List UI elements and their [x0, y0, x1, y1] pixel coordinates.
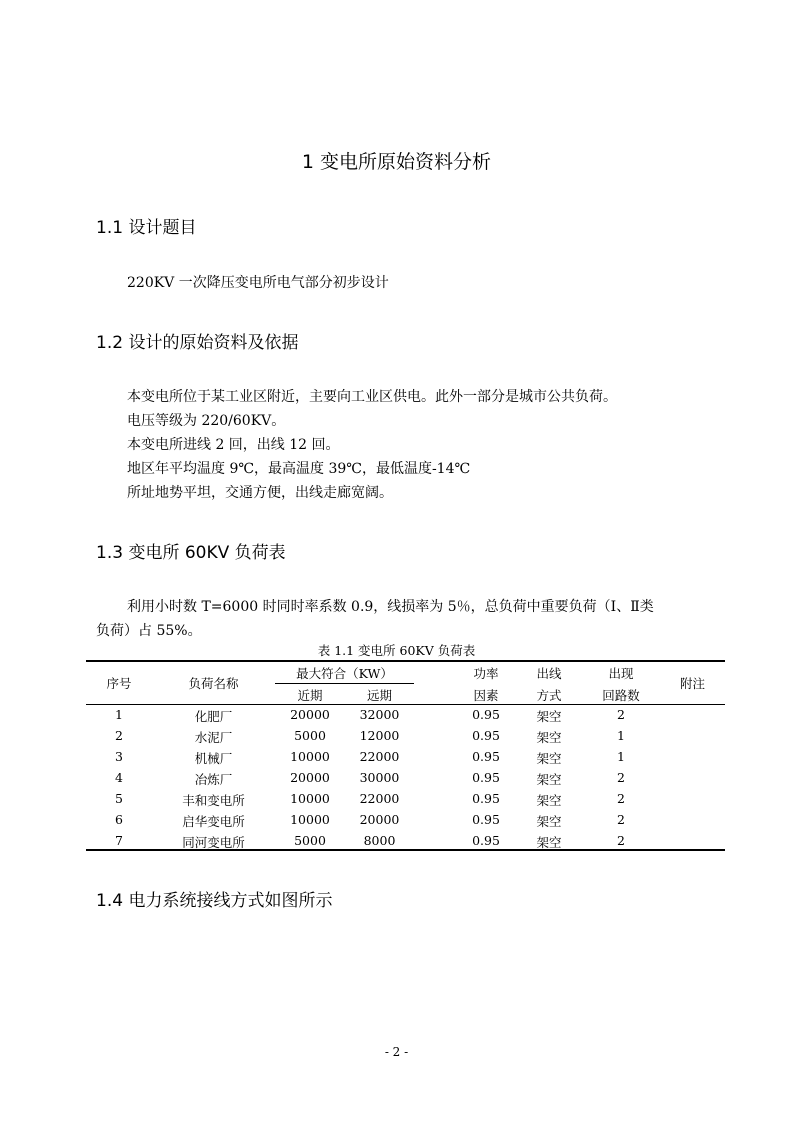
paragraph: 电压等级为 220/60KV。	[127, 413, 286, 429]
cell-pf: 0.95	[472, 728, 500, 743]
section-heading-1-1: 1.1 设计题目	[96, 218, 197, 238]
cell-seq: 2	[115, 728, 123, 743]
cell-circuits: 2	[617, 707, 625, 722]
header-line-1: 出线	[536, 666, 562, 681]
cell-far: 22000	[359, 749, 400, 764]
cell-mode: 架空	[536, 814, 562, 829]
header-line-2: 方式	[536, 688, 562, 703]
cell-seq: 6	[115, 812, 123, 827]
cell-circuits: 2	[617, 833, 625, 848]
cell-name: 启华变电所	[182, 814, 245, 829]
cell-circuits: 1	[617, 749, 625, 764]
cell-far: 32000	[359, 707, 400, 722]
header-circ-1: 出现	[608, 666, 634, 681]
header-far: 远期	[366, 688, 392, 703]
section-heading-1-2: 1.2 设计的原始资料及依据	[96, 333, 299, 353]
cell-near: 20000	[290, 707, 330, 722]
table-header-rule	[86, 704, 725, 705]
cell-mode: 架空	[536, 751, 562, 766]
table-header-subrule	[275, 683, 414, 684]
cell-mode: 架空	[536, 835, 562, 850]
cell-mode: 架空	[536, 709, 562, 724]
cell-pf: 0.95	[472, 791, 500, 806]
cell-name: 机械厂	[194, 751, 233, 766]
table-top-rule	[86, 660, 725, 662]
cell-far: 12000	[359, 728, 400, 743]
paragraph: 利用小时数 T=6000 时同时率系数 0.9，线损率为 5％，总负荷中重要负荷（Ⅰ、Ⅱ类	[127, 599, 654, 615]
paragraph: 所址地势平坦，交通方便，出线走廊宽阔。	[127, 485, 393, 501]
cell-name: 丰和变电所	[182, 793, 245, 808]
cell-seq: 5	[115, 791, 123, 806]
cell-name: 冶炼厂	[194, 772, 233, 787]
cell-circuits: 1	[617, 728, 625, 743]
paragraph: 负荷）占 55%。	[96, 623, 202, 639]
header-near: 近期	[297, 688, 323, 703]
cell-circuits: 2	[617, 791, 625, 806]
cell-mode: 架空	[536, 793, 562, 808]
cell-near: 10000	[290, 812, 330, 827]
cell-pf: 0.95	[472, 749, 500, 764]
header-seq: 序号	[106, 676, 132, 691]
cell-name: 化肥厂	[194, 709, 233, 724]
paragraph: 地区年平均温度 9℃，最高温度 39℃，最低温度-14℃	[127, 461, 471, 477]
cell-near: 10000	[290, 791, 330, 806]
cell-seq: 3	[115, 749, 123, 764]
cell-circuits: 2	[617, 812, 625, 827]
cell-near: 20000	[290, 770, 330, 785]
header-pf-2: 因素	[473, 688, 499, 703]
cell-far: 22000	[359, 791, 400, 806]
cell-pf: 0.95	[472, 707, 500, 722]
header-pf-1: 功率	[473, 666, 499, 681]
table-caption: 表 1.1 变电所 60KV 负荷表	[317, 643, 476, 658]
cell-pf: 0.95	[472, 833, 500, 848]
page-title: 1 变电所原始资料分析	[301, 151, 492, 173]
header-circ-2: 回路数	[602, 688, 640, 703]
page-number: - 2 -	[384, 1045, 409, 1059]
header-max-load: 最大符合（KW）	[296, 666, 393, 681]
cell-near: 5000	[294, 728, 326, 743]
cell-mode: 架空	[536, 730, 562, 745]
cell-seq: 1	[115, 707, 123, 722]
section-heading-1-4: 1.4 电力系统接线方式如图所示	[96, 891, 333, 911]
cell-seq: 4	[115, 770, 123, 785]
cell-pf: 0.95	[472, 770, 500, 785]
paragraph: 本变电所位于某工业区附近，主要向工业区供电。此外一部分是城市公共负荷。	[127, 389, 617, 405]
cell-far: 8000	[363, 833, 396, 848]
cell-mode: 架空	[536, 772, 562, 787]
cell-circuits: 2	[617, 770, 625, 785]
cell-name: 同河变电所	[182, 835, 245, 850]
cell-pf: 0.95	[472, 812, 500, 827]
paragraph: 本变电所进线 2 回，出线 12 回。	[127, 437, 340, 453]
cell-far: 30000	[359, 770, 400, 785]
cell-far: 20000	[359, 812, 400, 827]
cell-name: 水泥厂	[194, 730, 233, 745]
header-name: 负荷名称	[188, 676, 239, 691]
cell-near: 5000	[294, 833, 326, 848]
paragraph: 220KV 一次降压变电所电气部分初步设计	[127, 275, 389, 291]
section-heading-1-3: 1.3 变电所 60KV 负荷表	[96, 543, 286, 563]
header-note: 附注	[679, 676, 705, 691]
cell-seq: 7	[115, 833, 123, 848]
cell-near: 10000	[290, 749, 330, 764]
